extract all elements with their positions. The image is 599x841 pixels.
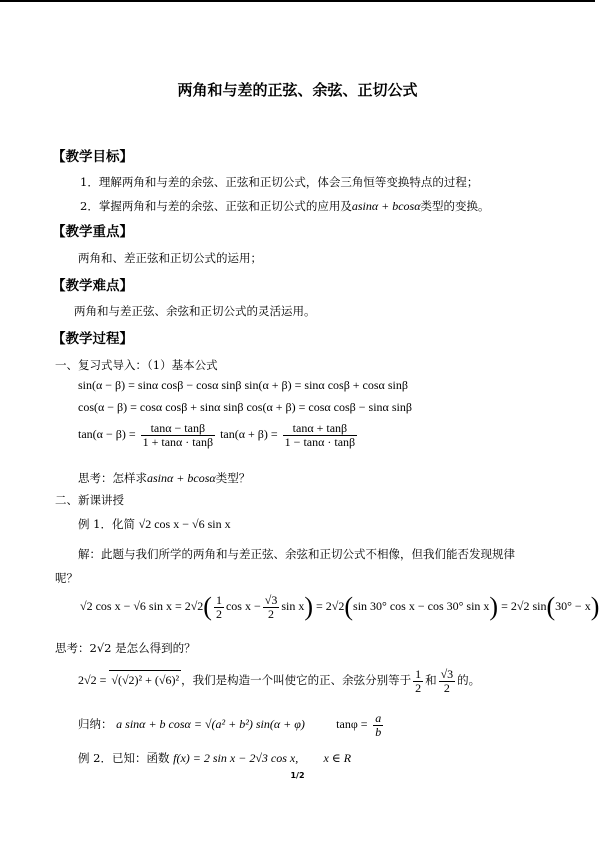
goal-item-2-formula: asinα + bcosα bbox=[351, 199, 421, 213]
derivation-inner: sin 30° cos x − cos 30° sin x bbox=[353, 598, 490, 613]
section-difficulties-heading: 【教学难点】 bbox=[52, 278, 133, 294]
derivation-angle: 30° − x bbox=[555, 598, 591, 613]
summary-tan-numerator: a bbox=[375, 711, 382, 725]
example-2 bbox=[78, 750, 351, 766]
tan-minus-fraction bbox=[141, 422, 215, 448]
derivation-half-numerator: 1 bbox=[215, 592, 222, 607]
think-1-prefix: 思考：怎样求 bbox=[78, 471, 147, 485]
construct-root-content: (√2)² + (√6)² bbox=[117, 672, 180, 687]
right-paren-icon: ) bbox=[304, 592, 314, 621]
formula-cos-sum-difference: cos(α − β) = cosα cosβ + sinα sinβ cos(α + β) = cosα cosβ − sinα sinβ bbox=[78, 400, 412, 414]
section-goals-heading: 【教学目标】 bbox=[52, 149, 133, 165]
construct-text: ，我们是构造一个叫使它的正、余弦分别等于 bbox=[181, 672, 412, 687]
summary-line bbox=[78, 712, 385, 738]
tan-minus-denominator: 1 + tanα · tanβ bbox=[142, 434, 214, 449]
example-2-formula: f(x) = 2 sin x − 2√3 cos x, bbox=[173, 751, 299, 765]
left-paren-icon-3: ( bbox=[546, 592, 556, 621]
example-1 bbox=[78, 516, 231, 532]
right-paren-icon-2: ) bbox=[489, 592, 499, 621]
construct-sqrt3-denominator: 2 bbox=[443, 680, 450, 695]
construct-and: 和 bbox=[425, 672, 437, 687]
solution-line-2: 呢？ bbox=[55, 571, 78, 585]
page-number: 1/2 bbox=[290, 771, 305, 780]
derivation-sqrt3-fraction bbox=[263, 594, 280, 620]
derivation-mid: = 2√2 bbox=[316, 598, 345, 613]
construct-root bbox=[109, 670, 181, 687]
construct-lhs: 2√2 = bbox=[78, 672, 107, 687]
goal-item-2 bbox=[80, 198, 490, 214]
derivation-sin-term: sin x bbox=[281, 598, 305, 613]
difficulties-text: 两角和与差正弦、余弦和正切公式的灵活运用。 bbox=[74, 304, 316, 318]
goal-item-2-suffix: 类型的变换。 bbox=[420, 199, 490, 213]
goal-item-1: 1．理解两角和与差的余弦、正弦和正切公式，体会三角恒等变换特点的过程； bbox=[80, 175, 479, 189]
left-paren-icon-2: ( bbox=[344, 592, 354, 621]
tan-minus-lhs: tan(α − β) = bbox=[78, 426, 136, 441]
example-2-domain: x ∈ R bbox=[323, 751, 352, 765]
think-1-suffix: 类型？ bbox=[215, 471, 251, 485]
think-question-2: 思考：2√2 是怎么得到的？ bbox=[55, 641, 196, 655]
tan-plus-fraction bbox=[283, 422, 357, 448]
part1-heading: 一、复习式导入：（1）基本公式 bbox=[55, 358, 218, 372]
formula-sin-sum-difference: sin(α − β) = sinα cosβ − cosα sinβ sin(α + β) = sinα cosβ + cosα sinβ bbox=[78, 378, 408, 392]
tan-minus-numerator: tanα − tanβ bbox=[141, 422, 215, 436]
think-question-1 bbox=[78, 470, 250, 486]
goal-item-2-text: 2．掌握两角和与差的余弦、正弦和正切公式的应用及 bbox=[80, 199, 352, 213]
sqrt-icon: √ bbox=[111, 672, 118, 687]
construct-sqrt3-numerator: √3 bbox=[440, 667, 454, 681]
section-keypoints-heading: 【教学重点】 bbox=[52, 224, 133, 240]
tan-plus-denominator: 1 − tanα · tanβ bbox=[284, 434, 356, 449]
left-paren-icon: ( bbox=[203, 592, 212, 621]
tan-plus-numerator: tanα + tanβ bbox=[283, 422, 357, 436]
right-paren-icon-3: ) bbox=[590, 592, 599, 621]
derivation-equation bbox=[80, 592, 599, 622]
think-1-formula: asinα + bcosα bbox=[147, 471, 216, 485]
summary-formula: a sinα + b cosα = √(a² + b²) sin(α + φ) bbox=[116, 717, 305, 732]
construct-half-fraction bbox=[413, 668, 423, 694]
derivation-cos-term: cos x − bbox=[225, 598, 261, 613]
page-title: 两角和与差的正弦、余弦、正切公式 bbox=[177, 81, 418, 99]
solution-line-1: 解：此题与我们所学的两角和与差正弦、余弦和正切公式不相像，但我们能否发现规律 bbox=[78, 547, 515, 561]
example-1-label: 例 1．化简 bbox=[78, 517, 135, 531]
top-border-rule bbox=[0, 0, 595, 2]
summary-tan-denominator: b bbox=[375, 724, 382, 739]
construct-sqrt3-fraction bbox=[439, 668, 456, 694]
construct-half-numerator: 1 bbox=[415, 667, 422, 681]
derivation-half-denominator: 2 bbox=[215, 606, 222, 621]
formula-tan-sum-difference bbox=[78, 422, 359, 448]
derivation-sqrt3-numerator: √3 bbox=[264, 592, 278, 607]
derivation-rhs: = 2√2 sin bbox=[501, 598, 547, 613]
keypoints-text: 两角和、差正弦和正切公式的运用； bbox=[78, 251, 262, 265]
construct-end: 的。 bbox=[457, 672, 481, 687]
derivation-half-fraction bbox=[214, 594, 224, 620]
derivation-lhs: √2 cos x − √6 sin x = 2√2 bbox=[80, 598, 204, 613]
construction-line bbox=[78, 668, 480, 694]
summary-tan-fraction bbox=[373, 712, 383, 738]
tan-plus-lhs: tan(α + β) = bbox=[220, 426, 278, 441]
summary-label: 归纳： bbox=[78, 717, 113, 732]
example-2-label: 例 2．已知：函数 bbox=[78, 751, 170, 765]
summary-tan: tanφ = bbox=[336, 717, 368, 732]
part2-heading: 二、新课讲授 bbox=[55, 493, 124, 507]
example-1-expression: √2 cos x − √6 sin x bbox=[138, 517, 231, 531]
derivation-sqrt3-denominator: 2 bbox=[268, 606, 275, 621]
section-process-heading: 【教学过程】 bbox=[52, 331, 133, 347]
construct-half-denominator: 2 bbox=[415, 680, 422, 695]
